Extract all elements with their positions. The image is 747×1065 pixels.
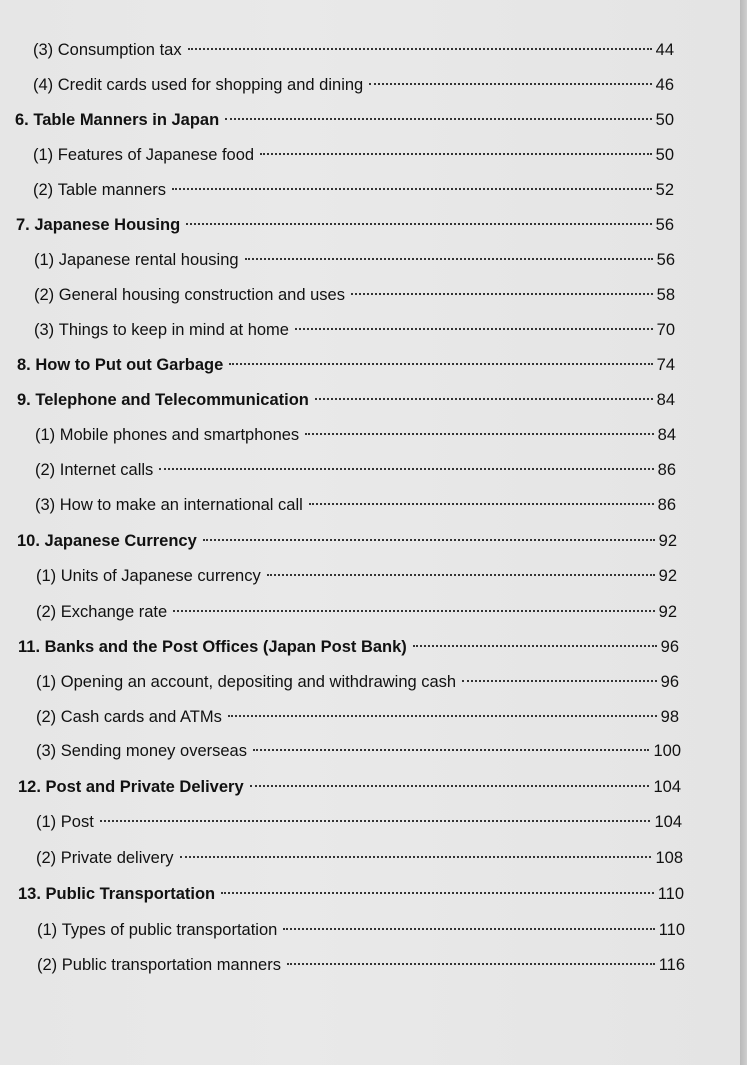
section-title: Post and Private Delivery — [45, 778, 244, 796]
section-page-number: 110 — [657, 885, 684, 903]
toc-entry[interactable] — [36, 741, 681, 761]
entry-title: Consumption tax — [57, 41, 182, 59]
entry-number: (2) — [35, 461, 56, 479]
entry-page-number: 44 — [655, 41, 674, 59]
entry-page-number: 110 — [658, 921, 685, 939]
section-title: Table Manners in Japan — [33, 111, 220, 129]
toc-entry[interactable] — [36, 672, 679, 692]
entry-page-number: 96 — [660, 673, 679, 691]
toc-entry[interactable] — [34, 285, 675, 305]
dot-leader — [180, 856, 652, 858]
entry-title: Mobile phones and smartphones — [59, 426, 300, 444]
dot-leader — [267, 574, 655, 576]
toc-entry[interactable] — [36, 602, 677, 622]
dot-leader — [225, 118, 651, 120]
dot-leader — [253, 749, 650, 751]
section-title: Public Transportation — [45, 885, 216, 903]
dot-leader — [100, 820, 651, 822]
dot-leader — [260, 153, 652, 155]
section-title: Japanese Currency — [44, 532, 197, 550]
toc-entry[interactable] — [36, 566, 677, 586]
section-number: 7. — [16, 216, 30, 234]
toc-entry[interactable] — [36, 707, 679, 727]
section-number: 12. — [18, 778, 41, 796]
toc-entry[interactable] — [34, 250, 675, 270]
entry-title: Private delivery — [60, 849, 174, 867]
dot-leader — [287, 963, 655, 965]
section-title: How to Put out Garbage — [35, 356, 224, 374]
section-number: 9. — [17, 391, 31, 409]
section-page-number: 50 — [655, 111, 674, 129]
section-page-number: 92 — [658, 532, 677, 550]
entry-title: Japanese rental housing — [58, 251, 239, 269]
dot-leader — [203, 539, 655, 541]
entry-page-number: 108 — [655, 849, 683, 867]
section-page-number: 56 — [655, 216, 674, 234]
section-page-number: 74 — [656, 356, 675, 374]
entry-title: Table manners — [57, 181, 166, 199]
toc-section[interactable] — [17, 355, 675, 375]
entry-title: Things to keep in mind at home — [58, 321, 289, 339]
toc-section[interactable] — [18, 637, 679, 657]
toc-entry[interactable] — [35, 460, 676, 480]
entry-title: How to make an international call — [59, 496, 303, 514]
dot-leader — [462, 680, 657, 682]
entry-title: Public transportation manners — [61, 956, 281, 974]
section-number: 10. — [17, 532, 40, 550]
entry-page-number: 100 — [653, 742, 681, 760]
entry-number: (3) — [35, 496, 56, 514]
entry-number: (2) — [36, 603, 57, 621]
entry-page-number: 52 — [655, 181, 674, 199]
dot-leader — [221, 892, 654, 894]
section-number: 13. — [18, 885, 41, 903]
entry-title: Credit cards used for shopping and dining — [57, 76, 364, 94]
entry-title: General housing construction and uses — [58, 286, 345, 304]
toc-entry[interactable] — [33, 180, 674, 200]
entry-title: Features of Japanese food — [57, 146, 255, 164]
entry-page-number: 56 — [656, 251, 675, 269]
dot-leader — [186, 223, 651, 225]
entry-title: Opening an account, depositing and withdrawing cash — [60, 673, 457, 691]
entry-number: (1) — [36, 673, 57, 691]
toc-section[interactable] — [18, 884, 684, 904]
dot-leader — [283, 928, 654, 930]
dot-leader — [159, 468, 653, 470]
entry-number: (1) — [37, 921, 58, 939]
entry-number: (3) — [36, 742, 57, 760]
dot-leader — [305, 433, 653, 435]
toc-entry[interactable] — [37, 955, 685, 975]
section-title: Banks and the Post Offices (Japan Post Bank) — [44, 638, 407, 656]
dot-leader — [315, 398, 653, 400]
entry-number: (1) — [34, 251, 55, 269]
toc-entry[interactable] — [35, 495, 676, 515]
toc-entry[interactable] — [34, 320, 675, 340]
toc-section[interactable] — [15, 110, 674, 130]
toc-entry[interactable] — [36, 812, 682, 832]
entry-number: (2) — [36, 849, 57, 867]
entry-number: (1) — [35, 426, 56, 444]
toc-section[interactable] — [17, 390, 675, 410]
dot-leader — [229, 363, 652, 365]
section-number: 6. — [15, 111, 29, 129]
toc-entry[interactable] — [33, 40, 674, 60]
dot-leader — [172, 188, 652, 190]
entry-page-number: 84 — [657, 426, 676, 444]
section-title: Japanese Housing — [34, 216, 181, 234]
dot-leader — [413, 645, 657, 647]
section-number: 11. — [18, 638, 41, 656]
entry-title: Units of Japanese currency — [60, 567, 261, 585]
dot-leader — [295, 328, 653, 330]
dot-leader — [188, 48, 652, 50]
toc-entry[interactable] — [33, 145, 674, 165]
section-number: 8. — [17, 356, 31, 374]
toc-section[interactable] — [16, 215, 674, 235]
dot-leader — [309, 503, 654, 505]
entry-number: (3) — [34, 321, 55, 339]
entry-title: Types of public transportation — [61, 921, 278, 939]
entry-number: (2) — [36, 708, 57, 726]
entry-page-number: 58 — [656, 286, 675, 304]
toc-section[interactable] — [17, 531, 677, 551]
dot-leader — [351, 293, 653, 295]
dot-leader — [228, 715, 657, 717]
entry-number: (1) — [36, 813, 57, 831]
section-page-number: 96 — [660, 638, 679, 656]
entry-page-number: 46 — [655, 76, 674, 94]
dot-leader — [250, 785, 650, 787]
entry-title: Post — [60, 813, 94, 831]
entry-number: (3) — [33, 41, 54, 59]
section-title: Telephone and Telecommunication — [35, 391, 309, 409]
entry-title: Sending money overseas — [60, 742, 247, 760]
entry-number: (2) — [33, 181, 54, 199]
toc-entry[interactable] — [37, 920, 685, 940]
entry-page-number: 86 — [657, 461, 676, 479]
entry-number: (2) — [37, 956, 58, 974]
entry-title: Internet calls — [59, 461, 154, 479]
entry-title: Exchange rate — [60, 603, 168, 621]
entry-title: Cash cards and ATMs — [60, 708, 222, 726]
entry-page-number: 116 — [658, 956, 685, 974]
entry-number: (4) — [33, 76, 54, 94]
toc-entry[interactable] — [35, 425, 676, 445]
dot-leader — [245, 258, 653, 260]
entry-page-number: 92 — [658, 567, 677, 585]
entry-page-number: 92 — [658, 603, 677, 621]
toc-entry[interactable] — [36, 848, 683, 868]
entry-number: (1) — [33, 146, 54, 164]
entry-number: (2) — [34, 286, 55, 304]
entry-page-number: 104 — [654, 813, 682, 831]
entry-page-number: 86 — [657, 496, 676, 514]
entry-number: (1) — [36, 567, 57, 585]
toc-entry[interactable] — [33, 75, 674, 95]
section-page-number: 104 — [653, 778, 681, 796]
toc-section[interactable] — [18, 777, 681, 797]
dot-leader — [173, 610, 654, 612]
dot-leader — [369, 83, 651, 85]
entry-page-number: 70 — [656, 321, 675, 339]
entry-page-number: 50 — [655, 146, 674, 164]
entry-page-number: 98 — [660, 708, 679, 726]
section-page-number: 84 — [656, 391, 675, 409]
